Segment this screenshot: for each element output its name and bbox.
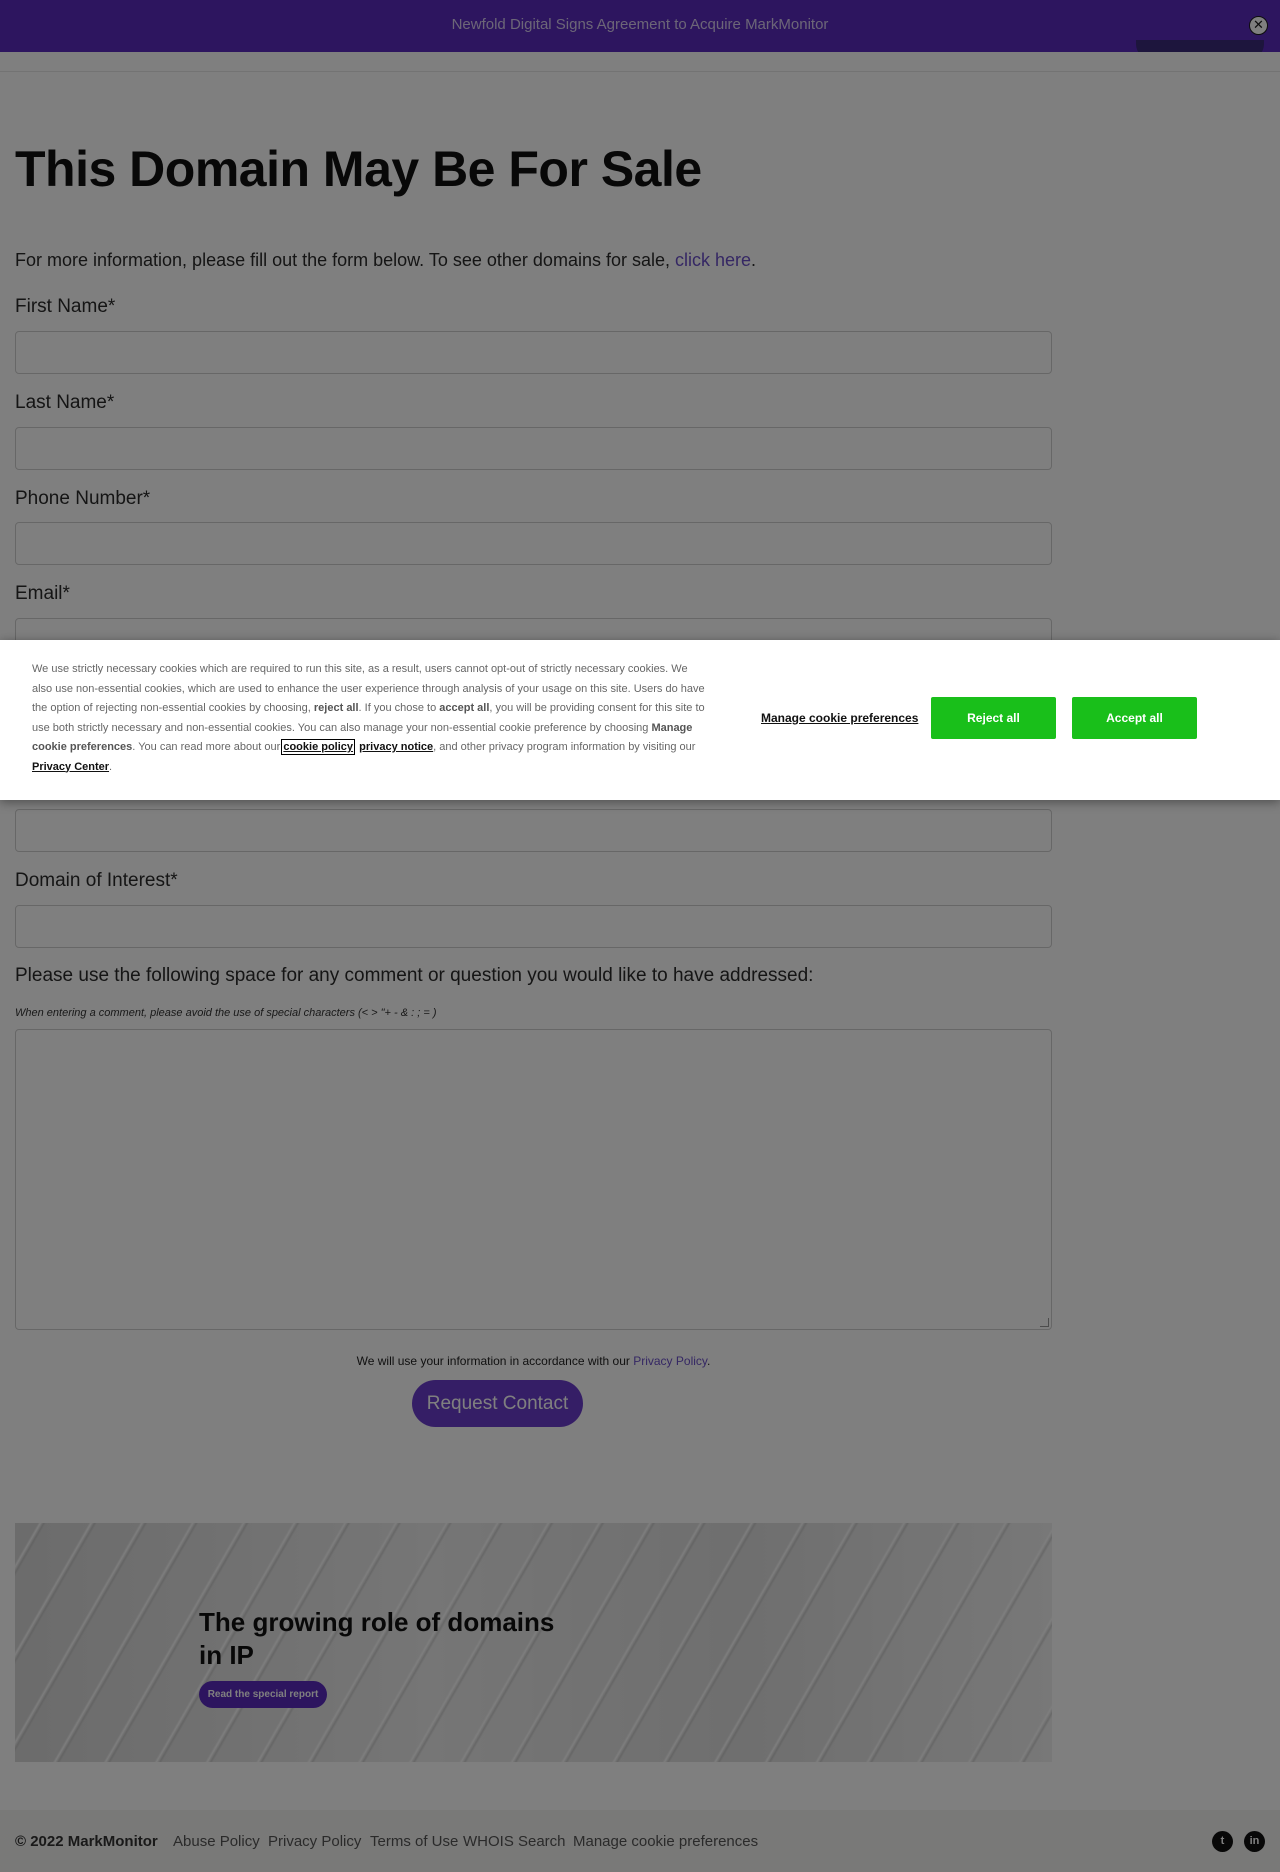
privacy-notice-link[interactable]: privacy notice bbox=[359, 741, 434, 753]
cookie-banner bbox=[0, 640, 1280, 800]
reject-all-button[interactable]: Reject all bbox=[931, 697, 1056, 739]
cookie-reject-term: reject all bbox=[313, 702, 359, 714]
cookie-text-part: . If you chose to bbox=[358, 702, 440, 714]
accept-all-button[interactable]: Accept all bbox=[1072, 697, 1197, 739]
cookie-accept-term: accept all bbox=[439, 702, 490, 714]
cookie-text-part: . bbox=[109, 760, 113, 773]
cookie-manage-term: Manage cookie preferences bbox=[32, 721, 693, 753]
cookie-description bbox=[32, 660, 707, 777]
cookie-text-part: , you will be providing consent for this site to use both strictly necessary and non-essential cookies. You can also manage your non-essential cookie preference by choosing bbox=[32, 702, 705, 734]
manage-cookie-preferences-button[interactable]: Manage cookie preferences bbox=[761, 711, 919, 725]
cookie-text-part: We use strictly necessary cookies which are required to run this site, as a result, users cannot opt-out of strictly necessary cookies. We also use non-essential cookies, which are used to enhance the user experience through analysis of your usage on this site. Users do have the option of rejecting non-essential cookies by choosing, bbox=[32, 663, 705, 714]
privacy-center-link[interactable]: Privacy Center bbox=[32, 760, 110, 773]
cookie-text-part: , and other privacy program information by visiting our bbox=[433, 741, 696, 753]
cookie-text-part: . You can read more about our bbox=[132, 741, 284, 753]
cookie-policy-link[interactable]: cookie policy bbox=[283, 741, 354, 753]
